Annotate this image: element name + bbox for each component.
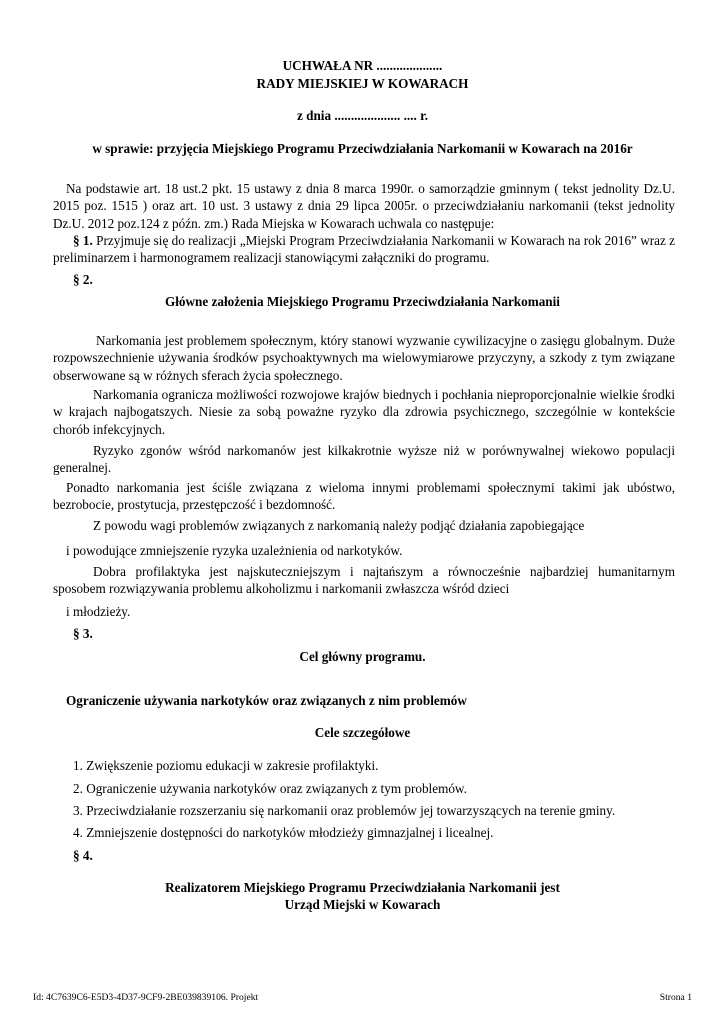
section-2-heading: Główne założenia Miejskiego Programu Przeciwdziałania Narkomanii bbox=[165, 294, 560, 309]
title-line-1: UCHWAŁA NR .................... bbox=[282, 58, 443, 73]
section-2-paragraph-4: Ponadto narkomania jest ściśle związana z wieloma innymi problemami społecznymi takimi jak ubóstwo, bezrobocie, prostytucja, przestępczość i bezdomność. bbox=[53, 480, 675, 513]
section-2-mark: § 2. bbox=[73, 272, 93, 287]
date-line: z dnia .................... .... r. bbox=[296, 108, 429, 123]
page-number: Strona 1 bbox=[659, 992, 692, 1003]
section-2-paragraph-5b: i powodujące zmniejszenie ryzyka uzależnienia od narkotyków. bbox=[66, 543, 403, 558]
goal-item: 2. Ograniczenie używania narkotyków oraz związanych z tym problemów. bbox=[73, 781, 467, 796]
specific-goals-heading: Cele szczegółowe bbox=[314, 725, 411, 740]
main-goal: Ograniczenie używania narkotyków oraz związanych z nim problemów bbox=[66, 693, 467, 708]
section-3-mark: § 3. bbox=[73, 626, 93, 641]
section-4-line-2: Urząd Miejski w Kowarach bbox=[284, 897, 441, 912]
section-2-paragraph-2: Narkomania ogranicza możliwości rozwojowe krajów biednych i pochłania nieproporcjonalnie wielkie środki w krajach najbogatszych. Niesie za sobą poważne ryzyko dla zdrowia psychicznego, szczególnie w kontekście chorób infekcyjnych. bbox=[53, 387, 675, 437]
goal-item: 4. Zmniejszenie dostępności do narkotyków młodzieży gimnazjalnej i licealnej. bbox=[73, 825, 494, 840]
section-1-mark: § 1. bbox=[73, 233, 93, 248]
goal-item: 1. Zwiększenie poziomu edukacji w zakresie profilaktyki. bbox=[73, 758, 379, 773]
section-2-paragraph-1: Narkomania jest problemem społecznym, który stanowi wyzwanie cywilizacyjne o zasięgu globalnym. Duże rozpowszechnienie używania środków psychoaktywnych ma wielowymiarowe przyczyny, a szkody z tym związane obserwowane są w różnych sferach życia społecznego. bbox=[53, 333, 675, 383]
section-4-line-1: Realizatorem Miejskiego Programu Przeciwdziałania Narkomanii jest bbox=[165, 880, 560, 895]
section-2-paragraph-3: Ryzyko zgonów wśród narkomanów jest kilkakrotnie wyższe niż w porównywalnej wiekowo populacji generalnej. bbox=[53, 443, 675, 476]
section-3-heading: Cel główny programu. bbox=[299, 649, 426, 664]
section-2-paragraph-6b: i młodzieży. bbox=[66, 604, 131, 619]
section-1 bbox=[53, 232, 675, 267]
goal-item: 3. Przeciwdziałanie rozszerzaniu się narkomanii oraz problemów jej towarzyszących na terenie gminy. bbox=[73, 803, 616, 818]
section-2-paragraph-5a: Z powodu wagi problemów związanych z narkomanią należy podjąć działania zapobiegające bbox=[93, 518, 585, 533]
document-id: Id: 4C7639C6-E5D3-4D37-9CF9-2BE039839106. Projekt bbox=[33, 992, 259, 1003]
title-line-2: RADY MIEJSKIEJ W KOWARACH bbox=[256, 76, 469, 91]
section-1-text: Przyjmuje się do realizacji „Miejski Program Przeciwdziałania Narkomanii w Kowarach na rok 2016” wraz z preliminarzem i harmonogramem realizacji stanowiącymi załączniki do programu. bbox=[53, 233, 676, 266]
subject-line: w sprawie: przyjęcia Miejskiego Programu Przeciwdziałania Narkomanii w Kowarach na 2016r bbox=[92, 141, 633, 156]
section-2-paragraph-6: Dobra profilaktyka jest najskuteczniejszym i najtańszym a równocześnie najbardziej humanitarnym sposobem rozwiązywania problemu alkoholizmu i narkomanii zwłaszcza wśród dzieci bbox=[53, 564, 675, 597]
preamble: Na podstawie art. 18 ust.2 pkt. 15 ustawy z dnia 8 marca 1990r. o samorządzie gminnym ( tekst jednolity Dz.U. 2015 poz. 1515 ) oraz art. 10 ust. 3 ustawy z dnia 29 lipca 2005r. o przeciwdziałaniu narkomanii (tekst jednolity Dz.U. 2012 poz.124 z późn. zm.) Rada Miejska w Kowarach uchwala co następuje: bbox=[53, 181, 675, 231]
section-4-mark: § 4. bbox=[73, 848, 93, 863]
